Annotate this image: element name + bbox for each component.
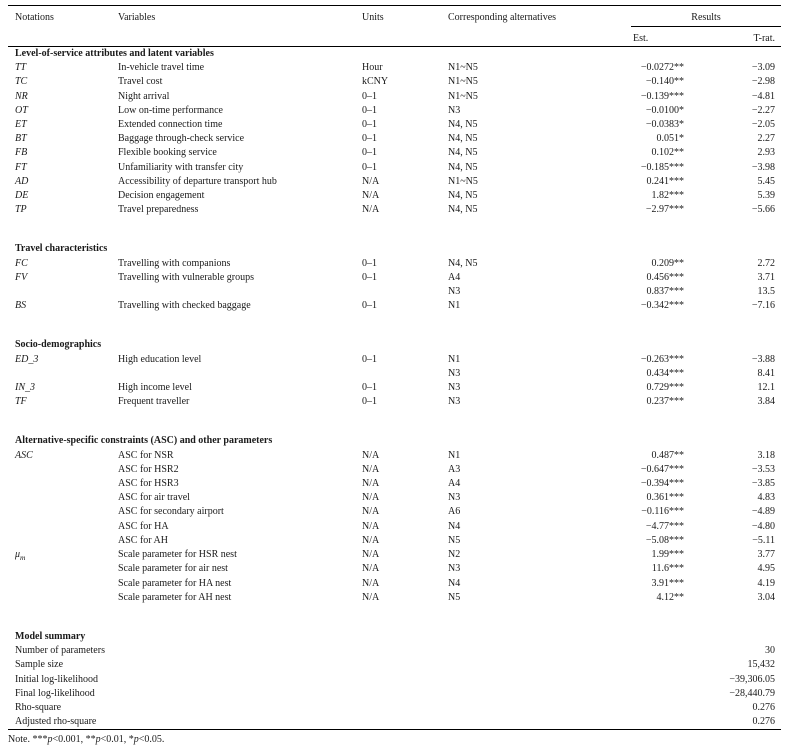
variable-cell: Unfamiliarity with transfer city (118, 161, 244, 173)
variable-cell: Accessibility of departure transport hub (118, 175, 277, 187)
notation-cell: ASC (15, 449, 33, 461)
notation-cell: TP (15, 204, 27, 216)
variable-cell (118, 367, 362, 381)
section-title: Model summary (15, 630, 86, 642)
summary-label: Adjusted rho-square (15, 716, 97, 728)
section-header-row (8, 242, 781, 256)
summary-value: 30 (765, 645, 776, 657)
table-row (8, 449, 781, 463)
variable-cell: Flexible booking service (118, 147, 217, 159)
est-value: 0.237*** (646, 396, 684, 408)
notation-cell: BT (15, 133, 27, 145)
variable-cell: Travel preparedness (118, 204, 199, 216)
table-row (8, 520, 781, 534)
trat-value: 3.84 (757, 396, 776, 408)
summary-value: −39,306.05 (729, 673, 776, 685)
units-cell: N/A (362, 520, 380, 532)
trat-value: −2.05 (751, 119, 776, 131)
est-value: −0.185*** (640, 161, 684, 173)
alternatives-cell: N3 (448, 563, 461, 575)
units-cell: 0–1 (362, 161, 377, 173)
est-value: −5.08*** (645, 534, 684, 546)
table-row (8, 257, 781, 271)
section-gap-cell (8, 409, 781, 434)
trat-value: −3.98 (751, 161, 776, 173)
alternatives-cell: N1 (448, 300, 461, 312)
est-value: 0.487** (651, 449, 684, 461)
notation-cell (8, 367, 118, 381)
table-row (8, 146, 781, 160)
notation-cell: FC (15, 257, 28, 269)
table-row (8, 175, 781, 189)
units-cell: 0–1 (362, 119, 377, 131)
column-header-variables: Variables (118, 6, 362, 47)
summary-row (8, 687, 781, 701)
note-text: Note. *** (8, 734, 48, 746)
units-cell: kCNY (362, 76, 389, 88)
units-cell (362, 367, 448, 381)
summary-value: −28,440.79 (729, 687, 776, 699)
summary-label: Rho-square (15, 701, 62, 713)
notation-cell: NR (15, 90, 28, 102)
alternatives-cell: N4 (448, 520, 461, 532)
notation-cell: AD (15, 175, 29, 187)
est-value: 0.837*** (646, 286, 684, 298)
table-body (8, 47, 781, 730)
variable-cell: Low on-time performance (118, 104, 223, 116)
est-value: −0.140** (645, 76, 684, 88)
notation-cell (8, 562, 118, 576)
trat-value: −3.85 (751, 478, 776, 490)
alternatives-cell: N5 (448, 591, 461, 603)
variable-cell: Night arrival (118, 90, 170, 102)
units-cell: 0–1 (362, 90, 377, 102)
variable-cell: Scale parameter for HSR nest (118, 549, 237, 561)
variable-cell: Extended connection time (118, 119, 223, 131)
summary-row (8, 701, 781, 715)
units-cell: 0–1 (362, 353, 377, 365)
notation-cell (8, 477, 118, 491)
notation-cell (8, 548, 118, 562)
variable-cell: Travelling with companions (118, 257, 231, 269)
alternatives-cell: N4 (448, 577, 461, 589)
table-row (8, 299, 781, 313)
est-value: −2.97*** (645, 204, 684, 216)
est-value: −0.0383* (645, 119, 684, 131)
est-value: −0.263*** (640, 353, 684, 365)
est-value: 0.102** (651, 147, 684, 159)
alternatives-cell: N3 (448, 286, 461, 298)
table-row (8, 381, 781, 395)
est-value: 0.456*** (646, 271, 684, 283)
trat-value: 3.18 (757, 449, 776, 461)
section-header-row (8, 338, 781, 352)
section-header-row (8, 47, 781, 62)
variable-cell: ASC for secondary airport (118, 506, 224, 518)
summary-label: Number of parameters (15, 645, 105, 657)
table-row (8, 271, 781, 285)
alternatives-cell: N4, N5 (448, 119, 478, 131)
alternatives-cell: N4, N5 (448, 257, 478, 269)
trat-value: −4.81 (751, 90, 776, 102)
est-value: −0.342*** (640, 300, 684, 312)
table-row (8, 577, 781, 591)
trat-value: 4.95 (757, 563, 776, 575)
column-header-est: Est. (631, 27, 684, 47)
units-cell: N/A (362, 463, 380, 475)
trat-value: 4.19 (757, 577, 776, 589)
notation-cell (8, 463, 118, 477)
section-title: Socio-demographics (15, 339, 102, 351)
units-cell: 0–1 (362, 271, 377, 283)
variable-cell: ASC for HA (118, 520, 169, 532)
column-header-notations: Notations (8, 6, 118, 47)
trat-value: −3.88 (751, 353, 776, 365)
variable-cell: High income level (118, 382, 192, 394)
units-cell: N/A (362, 506, 380, 518)
note-p-symbol: p (47, 734, 53, 746)
summary-label: Initial log-likelihood (15, 673, 99, 685)
variable-cell: Frequent traveller (118, 396, 190, 408)
units-cell: N/A (362, 563, 380, 575)
section-gap-cell (8, 217, 781, 242)
units-cell: 0–1 (362, 147, 377, 159)
column-header-alternatives: Corresponding alternatives (448, 6, 631, 47)
est-value: −0.0100* (645, 104, 684, 116)
units-cell: N/A (362, 591, 380, 603)
alternatives-cell: N3 (448, 104, 461, 116)
est-value: 0.051* (656, 133, 684, 145)
summary-row (8, 658, 781, 672)
section-gap (8, 217, 781, 242)
summary-label: Final log-likelihood (15, 687, 95, 699)
table-row (8, 534, 781, 548)
alternatives-cell: N4, N5 (448, 161, 478, 173)
variable-cell: Baggage through-check service (118, 133, 245, 145)
est-value: 0.209** (651, 257, 684, 269)
table-row (8, 562, 781, 576)
est-value: 0.729*** (646, 382, 684, 394)
table-row (8, 491, 781, 505)
variable-cell: High education level (118, 353, 202, 365)
units-cell: N/A (362, 549, 380, 561)
table-row (8, 353, 781, 367)
summary-value: 0.276 (752, 701, 776, 713)
units-cell: N/A (362, 577, 380, 589)
notation-cell (8, 491, 118, 505)
alternatives-cell: N4, N5 (448, 204, 478, 216)
section-title: Level-of-service attributes and latent variables (15, 48, 214, 59)
est-value: −0.394*** (640, 478, 684, 490)
alternatives-cell: N3 (448, 396, 461, 408)
note-p-symbol: p (95, 734, 101, 746)
section-gap (8, 605, 781, 630)
section-gap (8, 313, 781, 338)
table-row (8, 132, 781, 146)
trat-value: 5.39 (757, 190, 776, 202)
est-value: 1.82*** (651, 190, 684, 202)
table-row (8, 189, 781, 203)
notation-cell (8, 285, 118, 299)
variable-cell: Scale parameter for HA nest (118, 577, 232, 589)
est-value: 1.99*** (651, 549, 684, 561)
notation-cell (8, 577, 118, 591)
summary-value: 15,432 (747, 659, 776, 671)
est-value: −0.647*** (640, 463, 684, 475)
column-header-trat: T-rat. (684, 27, 781, 47)
variable-cell: ASC for HSR2 (118, 463, 179, 475)
note-p-symbol: p (133, 734, 139, 746)
units-cell: 0–1 (362, 300, 377, 312)
trat-value: −3.09 (751, 62, 776, 74)
variable-cell: Scale parameter for AH nest (118, 591, 232, 603)
section-header-row (8, 630, 781, 644)
units-cell: 0–1 (362, 133, 377, 145)
trat-value: −4.89 (751, 506, 776, 518)
variable-cell: Travelling with checked baggage (118, 300, 251, 312)
variable-cell: In-vehicle travel time (118, 62, 205, 74)
units-cell: 0–1 (362, 396, 377, 408)
summary-row (8, 644, 781, 658)
section-title: Travel characteristics (15, 243, 108, 255)
table-row (8, 61, 781, 75)
trat-value: 2.72 (757, 257, 776, 269)
trat-value: 2.27 (757, 133, 776, 145)
variable-cell: ASC for HSR3 (118, 478, 179, 490)
alternatives-cell: N1~N5 (448, 76, 478, 88)
alternatives-cell: N3 (448, 492, 461, 504)
table-row (8, 591, 781, 605)
table-row (8, 118, 781, 132)
variable-cell: ASC for NSR (118, 449, 174, 461)
est-value: 3.91*** (651, 577, 684, 589)
table-row (8, 285, 781, 299)
notation-cell: BS (15, 300, 27, 312)
variable-cell: Travel cost (118, 76, 163, 88)
variable-cell: ASC for AH (118, 534, 169, 546)
summary-row (8, 673, 781, 687)
alternatives-cell: N3 (448, 367, 461, 379)
column-header-units: Units (362, 6, 448, 47)
alternatives-cell: N1~N5 (448, 90, 478, 102)
notation-cell: FV (15, 271, 28, 283)
table-row (8, 203, 781, 217)
alternatives-cell: A4 (448, 478, 461, 490)
units-cell: N/A (362, 478, 380, 490)
units-cell: N/A (362, 204, 380, 216)
alternatives-cell: N1~N5 (448, 175, 478, 187)
trat-value: 5.45 (757, 175, 776, 187)
units-cell: N/A (362, 175, 380, 187)
notation-cell (8, 591, 118, 605)
alternatives-cell: N5 (448, 534, 461, 546)
units-cell: 0–1 (362, 382, 377, 394)
alternatives-cell: A6 (448, 506, 461, 518)
alternatives-cell: N3 (448, 382, 461, 394)
notation-cell: TF (15, 396, 27, 408)
trat-value: −5.66 (751, 204, 776, 216)
trat-value: −7.16 (751, 300, 776, 312)
trat-value: 3.71 (757, 271, 776, 283)
est-value: 0.361*** (646, 492, 684, 504)
trat-value: 12.1 (757, 382, 776, 394)
trat-value: 4.83 (757, 492, 776, 504)
section-gap-cell (8, 313, 781, 338)
table-row (8, 367, 781, 381)
table-row (8, 548, 781, 562)
est-value: 0.434*** (646, 367, 684, 379)
table-row (8, 477, 781, 491)
summary-label: Sample size (15, 659, 64, 671)
notation-subscript: m (20, 553, 26, 563)
notation-cell: ED_3 (15, 353, 39, 365)
est-value: 4.12** (656, 591, 684, 603)
summary-row (8, 715, 781, 730)
table-row (8, 90, 781, 104)
est-value: 0.241*** (646, 175, 684, 187)
table-row (8, 505, 781, 519)
notation-symbol: μ (15, 549, 21, 561)
trat-value: 3.77 (757, 549, 776, 561)
variable-cell (118, 285, 362, 299)
section-header-row (8, 434, 781, 448)
table-row (8, 395, 781, 409)
variable-cell: Scale parameter for air nest (118, 563, 228, 575)
notation-cell: FB (15, 147, 28, 159)
section-title: Alternative-specific constraints (ASC) and other parameters (15, 435, 273, 447)
trat-value: −2.27 (751, 104, 776, 116)
notation-cell (8, 505, 118, 519)
units-cell: N/A (362, 492, 380, 504)
notation-cell: ET (15, 119, 27, 131)
section-gap (8, 409, 781, 434)
alternatives-cell: A3 (448, 463, 461, 475)
units-cell (362, 285, 448, 299)
column-header-results: Results (631, 6, 781, 27)
trat-value: 13.5 (757, 286, 776, 298)
trat-value: 2.93 (757, 147, 776, 159)
units-cell: Hour (362, 62, 383, 74)
model-results-table (8, 5, 781, 730)
alternatives-cell: N1 (448, 353, 461, 365)
notation-cell: TT (15, 62, 27, 74)
notation-cell: IN_3 (15, 382, 35, 394)
trat-value: 8.41 (757, 367, 776, 379)
alternatives-cell: N2 (448, 549, 461, 561)
variable-cell: Travelling with vulnerable groups (118, 271, 255, 283)
alternatives-cell: N1 (448, 449, 461, 461)
alternatives-cell: A4 (448, 271, 461, 283)
est-value: −0.116*** (641, 506, 684, 518)
est-value: −0.0272** (640, 62, 684, 74)
units-cell: N/A (362, 449, 380, 461)
trat-value: 3.04 (757, 591, 776, 603)
notation-cell: TC (15, 76, 28, 88)
note-text: <0.05. (138, 734, 165, 746)
table-row (8, 75, 781, 89)
note-text: <0.001, ** (52, 734, 96, 746)
trat-value: −3.53 (751, 463, 776, 475)
trat-value: −2.98 (751, 76, 776, 88)
table-header (8, 6, 781, 47)
est-value: −0.139*** (640, 90, 684, 102)
alternatives-cell: N4, N5 (448, 133, 478, 145)
trat-value: −5.11 (752, 534, 776, 546)
note-text: <0.01, * (100, 734, 134, 746)
est-value: 11.6*** (651, 563, 684, 575)
alternatives-cell: N4, N5 (448, 147, 478, 159)
est-value: −4.77*** (645, 520, 684, 532)
significance-note (8, 734, 781, 745)
variable-cell: Decision engagement (118, 190, 205, 202)
units-cell: 0–1 (362, 257, 377, 269)
trat-value: −4.80 (751, 520, 776, 532)
alternatives-cell: N4, N5 (448, 190, 478, 202)
table-row (8, 104, 781, 118)
notation-cell (8, 534, 118, 548)
table-row (8, 463, 781, 477)
notation-cell: OT (15, 104, 28, 116)
notation-cell (8, 520, 118, 534)
notation-cell: DE (15, 190, 29, 202)
section-gap-cell (8, 605, 781, 630)
units-cell: 0–1 (362, 104, 377, 116)
alternatives-cell: N1~N5 (448, 62, 478, 74)
units-cell: N/A (362, 190, 380, 202)
summary-value: 0.276 (752, 716, 776, 728)
units-cell: N/A (362, 534, 380, 546)
table-row (8, 161, 781, 175)
notation-cell: FT (15, 161, 27, 173)
variable-cell: ASC for air travel (118, 492, 190, 504)
